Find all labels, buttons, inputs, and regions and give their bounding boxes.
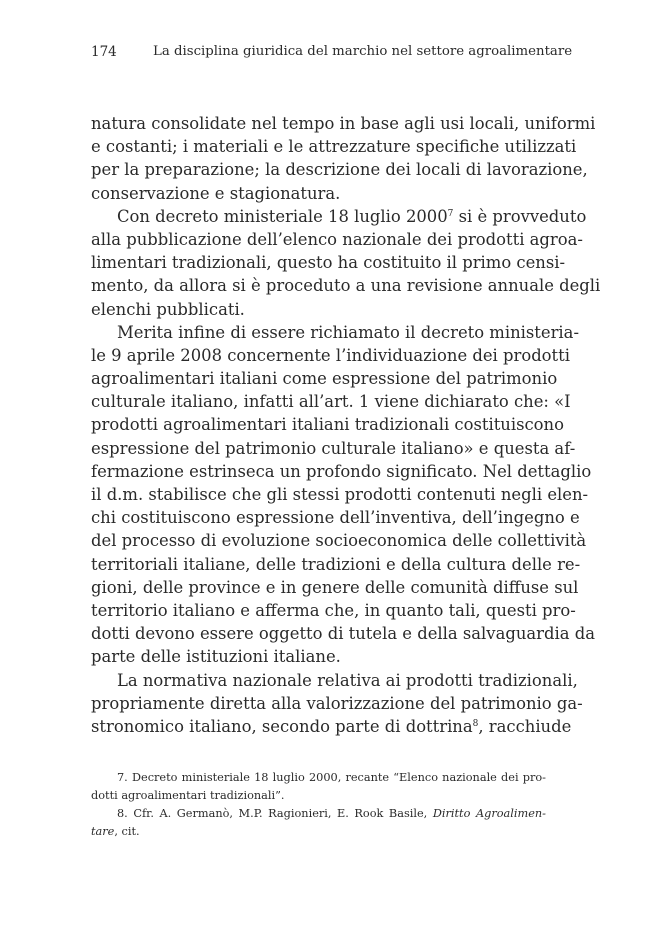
text-line <box>91 205 587 228</box>
footnote-8-continuation <box>91 823 546 841</box>
text-line: del processo di evoluzione socioeconomica delle collettività <box>91 531 587 551</box>
footnote-8 <box>91 805 546 823</box>
footnotes <box>91 769 546 841</box>
text-line: propriamente diretta alla valorizzazione del patrimonio ga- <box>91 693 583 713</box>
text-line: parte delle istituzioni italiane. <box>91 647 341 667</box>
text-line: agroalimentari italiani come espressione del patrimonio <box>91 369 558 389</box>
text-line: conservazione e stagionatura. <box>91 183 341 203</box>
text-line: gioni, delle province e in genere delle comunità diffuse sul <box>91 577 579 597</box>
page-number: 174 <box>91 44 117 60</box>
text-line <box>91 715 572 738</box>
text-line: mento, da allora si è proceduto a una revisione annuale degli <box>91 276 601 296</box>
text-line: culturale italiano, infatti all’art. 1 viene dichiarato che: «I <box>91 392 571 412</box>
text-fragment: stronomico italiano, secondo parte di dottrina <box>91 716 473 736</box>
text-line: limentari tradizionali, questo ha costituito il primo censi- <box>91 253 566 273</box>
text-line: natura consolidate nel tempo in base agli usi locali, uniformi <box>91 114 596 133</box>
running-title: La disciplina giuridica del marchio nel settore agroalimentare <box>153 44 573 59</box>
text-line: elenchi pubblicati. <box>91 299 245 319</box>
text-line: e costanti; i materiali e le attrezzature specifiche utilizzati <box>91 137 577 157</box>
text-line: territoriali italiane, delle tradizioni e della cultura delle re- <box>91 554 581 574</box>
text-line: le 9 aprile 2008 concernente l’individuazione dei prodotti <box>91 345 570 365</box>
body-text <box>91 112 601 738</box>
text-line: espressione del patrimonio culturale italiano» e questa af- <box>91 438 576 458</box>
text-line: Merita infine di essere richiamato il decreto ministeria- <box>117 322 579 342</box>
text-line: territorio italiano e afferma che, in quanto tali, questi pro- <box>91 600 576 620</box>
text-fragment: , cit. <box>114 825 140 838</box>
text-line: dotti devono essere oggetto di tutela e della salvaguardia da <box>91 624 595 644</box>
text-fragment: 8. Cfr. A. Germanò, M.P. Ragionieri, E. Rook Basile, <box>117 807 433 820</box>
text-line: il d.m. stabilisce che gli stessi prodotti contenuti negli elen- <box>91 485 589 504</box>
text-line: per la preparazione; la descrizione dei locali di lavorazione, <box>91 160 588 180</box>
footnote-ref-7: 7 <box>447 208 454 219</box>
text-line: La normativa nazionale relativa ai prodotti tradizionali, <box>117 670 578 690</box>
footnote-7: 7. Decreto ministeriale 18 luglio 2000, recante “Elenco nazionale dei pro- <box>117 771 546 784</box>
text-line: chi costituiscono espressione dell’inventiva, dell’ingegno e <box>91 508 580 528</box>
page-header <box>91 44 573 66</box>
footnote-ref-8: 8 <box>472 718 479 729</box>
text-fragment: si è provveduto <box>453 206 587 226</box>
text-line: alla pubblicazione dell’elenco nazionale dei prodotti agroa- <box>91 229 583 249</box>
book-title: Diritto Agroalimen- <box>432 807 546 820</box>
book-title: tare <box>91 825 115 838</box>
text-line: prodotti agroalimentari italiani tradizionali costituiscono <box>91 415 564 435</box>
footnote-7-continuation: dotti agroalimentari tradizionali”. <box>91 789 285 802</box>
text-fragment: Con decreto ministeriale 18 luglio 2000 <box>117 206 448 226</box>
text-line: fermazione estrinseca un profondo significato. Nel dettaglio <box>91 461 592 481</box>
text-fragment: , racchiude <box>478 716 572 736</box>
